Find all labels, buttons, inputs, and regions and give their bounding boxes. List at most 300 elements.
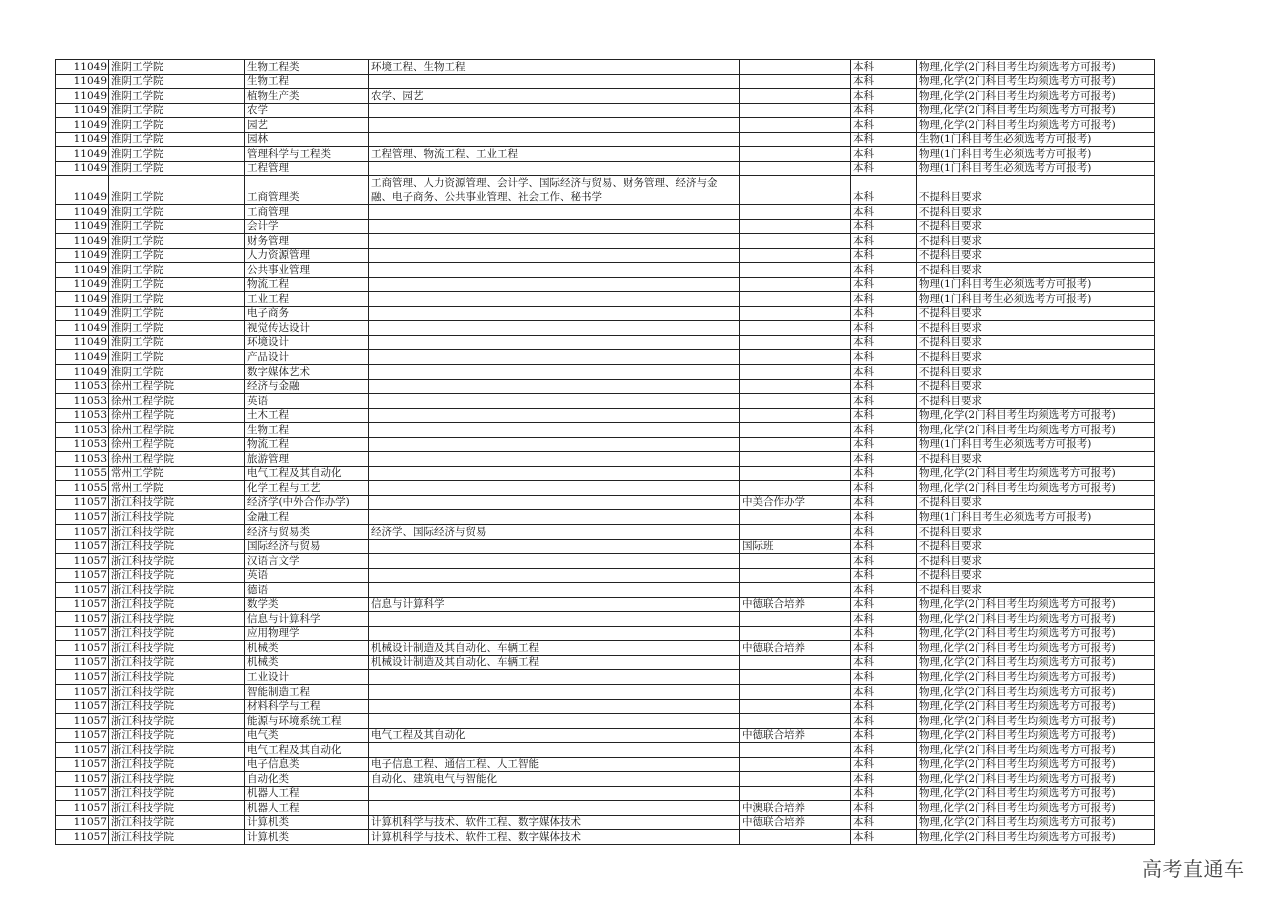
included-majors-cell: [369, 204, 740, 219]
included-majors-cell: [369, 452, 740, 467]
table-row: [56, 757, 1155, 772]
table-row: [56, 263, 1155, 278]
school-name-cell: 徐州工程学院: [109, 408, 245, 423]
note-cell: [740, 437, 851, 452]
subject-requirement-cell: 物理,化学(2门科目考生均须选考方可报考): [917, 89, 1155, 104]
table-row: [56, 786, 1155, 801]
included-majors-cell: [369, 248, 740, 263]
school-name-cell: 淮阴工学院: [109, 132, 245, 147]
major-cell: 工业工程: [245, 292, 369, 307]
level-cell: 本科: [851, 176, 917, 205]
table-row: [56, 655, 1155, 670]
major-cell: 经济与贸易类: [245, 525, 369, 540]
included-majors-cell: 环境工程、生物工程: [369, 60, 740, 75]
level-cell: 本科: [851, 379, 917, 394]
table-row: [56, 132, 1155, 147]
major-cell: 机械类: [245, 655, 369, 670]
level-cell: 本科: [851, 801, 917, 816]
note-cell: [740, 103, 851, 118]
table-row: [56, 830, 1155, 845]
note-cell: [740, 699, 851, 714]
table-row: [56, 74, 1155, 89]
major-cell: 德语: [245, 583, 369, 598]
major-cell: 环境设计: [245, 335, 369, 350]
table-row: [56, 743, 1155, 758]
school-name-cell: 淮阴工学院: [109, 306, 245, 321]
included-majors-cell: [369, 685, 740, 700]
level-cell: 本科: [851, 277, 917, 292]
subject-requirement-cell: 物理,化学(2门科目考生均须选考方可报考): [917, 757, 1155, 772]
note-cell: [740, 89, 851, 104]
included-majors-cell: [369, 466, 740, 481]
note-cell: [740, 176, 851, 205]
included-majors-cell: [369, 364, 740, 379]
note-cell: 中澳联合培养: [740, 801, 851, 816]
school-name-cell: 淮阴工学院: [109, 176, 245, 205]
included-majors-cell: [369, 321, 740, 336]
school-name-cell: 浙江科技学院: [109, 641, 245, 656]
table-row: [56, 423, 1155, 438]
subject-requirement-cell: 不提科目要求: [917, 248, 1155, 263]
table-row: [56, 554, 1155, 569]
school-name-cell: 浙江科技学院: [109, 757, 245, 772]
major-cell: 机器人工程: [245, 801, 369, 816]
subject-requirement-cell: 物理,化学(2门科目考生均须选考方可报考): [917, 74, 1155, 89]
note-cell: [740, 830, 851, 845]
level-cell: 本科: [851, 408, 917, 423]
included-majors-cell: [369, 481, 740, 496]
major-cell: 物流工程: [245, 277, 369, 292]
level-cell: 本科: [851, 466, 917, 481]
included-majors-cell: [369, 132, 740, 147]
included-majors-cell: [369, 394, 740, 409]
subject-requirement-cell: 物理,化学(2门科目考生均须选考方可报考): [917, 408, 1155, 423]
table-row: [56, 147, 1155, 162]
level-cell: 本科: [851, 568, 917, 583]
school-name-cell: 徐州工程学院: [109, 379, 245, 394]
table-row: [56, 772, 1155, 787]
subject-requirement-cell: 不提科目要求: [917, 554, 1155, 569]
school-name-cell: 淮阴工学院: [109, 103, 245, 118]
school-code-cell: 11053: [56, 379, 109, 394]
school-name-cell: 浙江科技学院: [109, 830, 245, 845]
school-name-cell: 徐州工程学院: [109, 394, 245, 409]
included-majors-cell: [369, 408, 740, 423]
included-majors-cell: 信息与计算科学: [369, 597, 740, 612]
level-cell: 本科: [851, 786, 917, 801]
note-cell: [740, 452, 851, 467]
level-cell: 本科: [851, 757, 917, 772]
school-code-cell: 11057: [56, 830, 109, 845]
included-majors-cell: [369, 263, 740, 278]
level-cell: 本科: [851, 830, 917, 845]
major-cell: 生物工程: [245, 74, 369, 89]
major-cell: 工商管理类: [245, 176, 369, 205]
level-cell: 本科: [851, 364, 917, 379]
table-row: [56, 466, 1155, 481]
level-cell: 本科: [851, 655, 917, 670]
note-cell: [740, 786, 851, 801]
table-row: [56, 626, 1155, 641]
school-code-cell: 11057: [56, 626, 109, 641]
major-cell: 金融工程: [245, 510, 369, 525]
school-name-cell: 浙江科技学院: [109, 495, 245, 510]
subject-requirement-cell: 物理,化学(2门科目考生均须选考方可报考): [917, 815, 1155, 830]
school-code-cell: 11057: [56, 525, 109, 540]
school-code-cell: 11057: [56, 670, 109, 685]
table-row: [56, 248, 1155, 263]
school-name-cell: 浙江科技学院: [109, 728, 245, 743]
note-cell: [740, 60, 851, 75]
table-row: [56, 350, 1155, 365]
level-cell: 本科: [851, 292, 917, 307]
subject-requirement-cell: 物理,化学(2门科目考生均须选考方可报考): [917, 423, 1155, 438]
school-name-cell: 淮阴工学院: [109, 118, 245, 133]
school-code-cell: 11057: [56, 612, 109, 627]
school-name-cell: 浙江科技学院: [109, 554, 245, 569]
included-majors-cell: [369, 612, 740, 627]
note-cell: [740, 568, 851, 583]
included-majors-cell: [369, 626, 740, 641]
note-cell: [740, 350, 851, 365]
school-code-cell: 11057: [56, 568, 109, 583]
major-cell: 机器人工程: [245, 786, 369, 801]
note-cell: [740, 219, 851, 234]
subject-requirement-cell: 不提科目要求: [917, 525, 1155, 540]
subject-requirement-cell: 不提科目要求: [917, 495, 1155, 510]
included-majors-cell: [369, 539, 740, 554]
major-cell: 电气工程及其自动化: [245, 466, 369, 481]
subject-requirement-cell: 不提科目要求: [917, 263, 1155, 278]
subject-requirement-cell: 物理,化学(2门科目考生均须选考方可报考): [917, 612, 1155, 627]
major-cell: 数学类: [245, 597, 369, 612]
table-row: [56, 161, 1155, 176]
school-code-cell: 11049: [56, 60, 109, 75]
table-row: [56, 176, 1155, 205]
school-name-cell: 徐州工程学院: [109, 437, 245, 452]
subject-requirement-cell: 物理,化学(2门科目考生均须选考方可报考): [917, 801, 1155, 816]
school-name-cell: 淮阴工学院: [109, 248, 245, 263]
note-cell: 中德联合培养: [740, 597, 851, 612]
level-cell: 本科: [851, 612, 917, 627]
school-name-cell: 淮阴工学院: [109, 277, 245, 292]
note-cell: [740, 583, 851, 598]
school-name-cell: 淮阴工学院: [109, 89, 245, 104]
level-cell: 本科: [851, 321, 917, 336]
subject-requirement-cell: 物理,化学(2门科目考生均须选考方可报考): [917, 597, 1155, 612]
note-cell: [740, 743, 851, 758]
school-name-cell: 淮阴工学院: [109, 234, 245, 249]
school-name-cell: 常州工学院: [109, 481, 245, 496]
note-cell: [740, 234, 851, 249]
table-row: [56, 335, 1155, 350]
level-cell: 本科: [851, 554, 917, 569]
school-code-cell: 11049: [56, 335, 109, 350]
level-cell: 本科: [851, 743, 917, 758]
subject-requirement-cell: 不提科目要求: [917, 335, 1155, 350]
included-majors-cell: 机械设计制造及其自动化、车辆工程: [369, 641, 740, 656]
school-code-cell: 11049: [56, 248, 109, 263]
level-cell: 本科: [851, 147, 917, 162]
table-row: [56, 437, 1155, 452]
major-cell: 生物工程: [245, 423, 369, 438]
major-cell: 数字媒体艺术: [245, 364, 369, 379]
school-code-cell: 11049: [56, 364, 109, 379]
included-majors-cell: 计算机科学与技术、软件工程、数字媒体技术: [369, 815, 740, 830]
school-name-cell: 浙江科技学院: [109, 539, 245, 554]
school-code-cell: 11057: [56, 655, 109, 670]
major-cell: 人力资源管理: [245, 248, 369, 263]
note-cell: [740, 612, 851, 627]
table-row: [56, 597, 1155, 612]
included-majors-cell: [369, 554, 740, 569]
level-cell: 本科: [851, 685, 917, 700]
major-cell: 工业设计: [245, 670, 369, 685]
table-row: [56, 612, 1155, 627]
school-code-cell: 11057: [56, 801, 109, 816]
included-majors-cell: [369, 277, 740, 292]
school-code-cell: 11049: [56, 204, 109, 219]
major-cell: 产品设计: [245, 350, 369, 365]
subject-requirement-cell: 不提科目要求: [917, 350, 1155, 365]
major-cell: 化学工程与工艺: [245, 481, 369, 496]
subject-requirement-cell: 物理,化学(2门科目考生均须选考方可报考): [917, 481, 1155, 496]
table-body: [56, 60, 1155, 845]
note-cell: [740, 554, 851, 569]
included-majors-cell: [369, 423, 740, 438]
table-row: [56, 394, 1155, 409]
school-code-cell: 11057: [56, 554, 109, 569]
note-cell: [740, 132, 851, 147]
table-row: [56, 204, 1155, 219]
level-cell: 本科: [851, 583, 917, 598]
subject-requirement-cell: 物理,化学(2门科目考生均须选考方可报考): [917, 786, 1155, 801]
major-cell: 视觉传达设计: [245, 321, 369, 336]
major-cell: 电子商务: [245, 306, 369, 321]
note-cell: [740, 306, 851, 321]
subject-requirement-cell: 不提科目要求: [917, 176, 1155, 205]
note-cell: [740, 74, 851, 89]
table-row: [56, 118, 1155, 133]
school-code-cell: 11057: [56, 815, 109, 830]
level-cell: 本科: [851, 118, 917, 133]
subject-requirement-cell: 物理,化学(2门科目考生均须选考方可报考): [917, 60, 1155, 75]
major-cell: 自动化类: [245, 772, 369, 787]
school-code-cell: 11053: [56, 452, 109, 467]
school-code-cell: 11049: [56, 234, 109, 249]
note-cell: [740, 161, 851, 176]
note-cell: [740, 321, 851, 336]
level-cell: 本科: [851, 670, 917, 685]
table-row: [56, 539, 1155, 554]
major-cell: 计算机类: [245, 830, 369, 845]
subject-requirement-cell: 物理,化学(2门科目考生均须选考方可报考): [917, 685, 1155, 700]
school-code-cell: 11055: [56, 466, 109, 481]
note-cell: 中德联合培养: [740, 815, 851, 830]
note-cell: [740, 481, 851, 496]
table-row: [56, 699, 1155, 714]
level-cell: 本科: [851, 132, 917, 147]
level-cell: 本科: [851, 423, 917, 438]
subject-requirement-cell: 物理,化学(2门科目考生均须选考方可报考): [917, 772, 1155, 787]
table-row: [56, 728, 1155, 743]
level-cell: 本科: [851, 60, 917, 75]
major-cell: 电子信息类: [245, 757, 369, 772]
level-cell: 本科: [851, 74, 917, 89]
major-cell: 公共事业管理: [245, 263, 369, 278]
school-name-cell: 淮阴工学院: [109, 60, 245, 75]
table-row: [56, 583, 1155, 598]
subject-requirement-cell: 物理(1门科目考生必须选考方可报考): [917, 277, 1155, 292]
included-majors-cell: [369, 670, 740, 685]
school-name-cell: 淮阴工学院: [109, 219, 245, 234]
included-majors-cell: [369, 714, 740, 729]
included-majors-cell: 工商管理、人力资源管理、会计学、国际经济与贸易、财务管理、经济与金融、电子商务、公共事业管理、社会工作、秘书学: [369, 176, 740, 205]
subject-requirement-cell: 不提科目要求: [917, 394, 1155, 409]
included-majors-cell: [369, 161, 740, 176]
major-cell: 电气工程及其自动化: [245, 743, 369, 758]
included-majors-cell: [369, 801, 740, 816]
subject-requirement-cell: 物理,化学(2门科目考生均须选考方可报考): [917, 714, 1155, 729]
level-cell: 本科: [851, 641, 917, 656]
level-cell: 本科: [851, 306, 917, 321]
major-cell: 农学: [245, 103, 369, 118]
included-majors-cell: [369, 786, 740, 801]
note-cell: 中德联合培养: [740, 728, 851, 743]
note-cell: [740, 714, 851, 729]
school-code-cell: 11057: [56, 699, 109, 714]
school-name-cell: 浙江科技学院: [109, 685, 245, 700]
note-cell: 国际班: [740, 539, 851, 554]
included-majors-cell: [369, 495, 740, 510]
note-cell: [740, 379, 851, 394]
school-code-cell: 11057: [56, 786, 109, 801]
note-cell: [740, 670, 851, 685]
school-code-cell: 11049: [56, 263, 109, 278]
note-cell: [740, 466, 851, 481]
note-cell: [740, 204, 851, 219]
note-cell: [740, 525, 851, 540]
level-cell: 本科: [851, 525, 917, 540]
major-cell: 机械类: [245, 641, 369, 656]
level-cell: 本科: [851, 495, 917, 510]
school-code-cell: 11057: [56, 597, 109, 612]
subject-requirement-cell: 物理,化学(2门科目考生均须选考方可报考): [917, 626, 1155, 641]
note-cell: [740, 626, 851, 641]
school-code-cell: 11049: [56, 176, 109, 205]
included-majors-cell: 自动化、建筑电气与智能化: [369, 772, 740, 787]
subject-requirement-cell: 物理,化学(2门科目考生均须选考方可报考): [917, 641, 1155, 656]
school-name-cell: 淮阴工学院: [109, 161, 245, 176]
subject-requirement-cell: 不提科目要求: [917, 306, 1155, 321]
table-row: [56, 815, 1155, 830]
school-code-cell: 11049: [56, 277, 109, 292]
school-name-cell: 浙江科技学院: [109, 670, 245, 685]
table-row: [56, 510, 1155, 525]
included-majors-cell: [369, 350, 740, 365]
subject-requirement-cell: 不提科目要求: [917, 204, 1155, 219]
school-name-cell: 浙江科技学院: [109, 786, 245, 801]
included-majors-cell: [369, 74, 740, 89]
included-majors-cell: [369, 699, 740, 714]
subject-requirement-cell: 物理,化学(2门科目考生均须选考方可报考): [917, 699, 1155, 714]
included-majors-cell: [369, 568, 740, 583]
table-row: [56, 219, 1155, 234]
school-code-cell: 11049: [56, 161, 109, 176]
subject-requirement-cell: 不提科目要求: [917, 568, 1155, 583]
major-cell: 旅游管理: [245, 452, 369, 467]
school-name-cell: 浙江科技学院: [109, 714, 245, 729]
major-cell: 英语: [245, 394, 369, 409]
major-cell: 园林: [245, 132, 369, 147]
major-cell: 智能制造工程: [245, 685, 369, 700]
note-cell: [740, 364, 851, 379]
level-cell: 本科: [851, 539, 917, 554]
note-cell: [740, 757, 851, 772]
major-cell: 汉语言文学: [245, 554, 369, 569]
note-cell: [740, 655, 851, 670]
included-majors-cell: [369, 103, 740, 118]
major-cell: 工商管理: [245, 204, 369, 219]
school-code-cell: 11049: [56, 147, 109, 162]
subject-requirement-cell: 物理,化学(2门科目考生均须选考方可报考): [917, 103, 1155, 118]
major-cell: 生物工程类: [245, 60, 369, 75]
subject-requirement-cell: 物理,化学(2门科目考生均须选考方可报考): [917, 830, 1155, 845]
school-code-cell: 11049: [56, 219, 109, 234]
school-name-cell: 浙江科技学院: [109, 510, 245, 525]
school-name-cell: 淮阴工学院: [109, 335, 245, 350]
school-code-cell: 11049: [56, 103, 109, 118]
level-cell: 本科: [851, 714, 917, 729]
level-cell: 本科: [851, 394, 917, 409]
level-cell: 本科: [851, 597, 917, 612]
school-name-cell: 淮阴工学院: [109, 74, 245, 89]
school-code-cell: 11049: [56, 74, 109, 89]
table-row: [56, 525, 1155, 540]
included-majors-cell: [369, 306, 740, 321]
subject-requirement-cell: 物理(1门科目考生必须选考方可报考): [917, 147, 1155, 162]
subject-requirement-cell: 不提科目要求: [917, 539, 1155, 554]
major-cell: 会计学: [245, 219, 369, 234]
level-cell: 本科: [851, 437, 917, 452]
school-code-cell: 11057: [56, 728, 109, 743]
included-majors-cell: [369, 219, 740, 234]
school-code-cell: 11057: [56, 772, 109, 787]
subject-requirement-cell: 物理,化学(2门科目考生均须选考方可报考): [917, 466, 1155, 481]
note-cell: 中美合作办学: [740, 495, 851, 510]
note-cell: [740, 292, 851, 307]
major-cell: 经济与金融: [245, 379, 369, 394]
level-cell: 本科: [851, 772, 917, 787]
note-cell: [740, 277, 851, 292]
school-name-cell: 淮阴工学院: [109, 204, 245, 219]
included-majors-cell: [369, 335, 740, 350]
subject-requirement-cell: 不提科目要求: [917, 219, 1155, 234]
subject-requirement-cell: 不提科目要求: [917, 583, 1155, 598]
table-row: [56, 641, 1155, 656]
subject-requirement-cell: 物理,化学(2门科目考生均须选考方可报考): [917, 728, 1155, 743]
included-majors-cell: [369, 510, 740, 525]
school-code-cell: 11053: [56, 423, 109, 438]
school-name-cell: 淮阴工学院: [109, 263, 245, 278]
school-name-cell: 浙江科技学院: [109, 815, 245, 830]
level-cell: 本科: [851, 89, 917, 104]
subject-requirement-cell: 不提科目要求: [917, 234, 1155, 249]
note-cell: [740, 248, 851, 263]
level-cell: 本科: [851, 204, 917, 219]
level-cell: 本科: [851, 728, 917, 743]
note-cell: [740, 772, 851, 787]
